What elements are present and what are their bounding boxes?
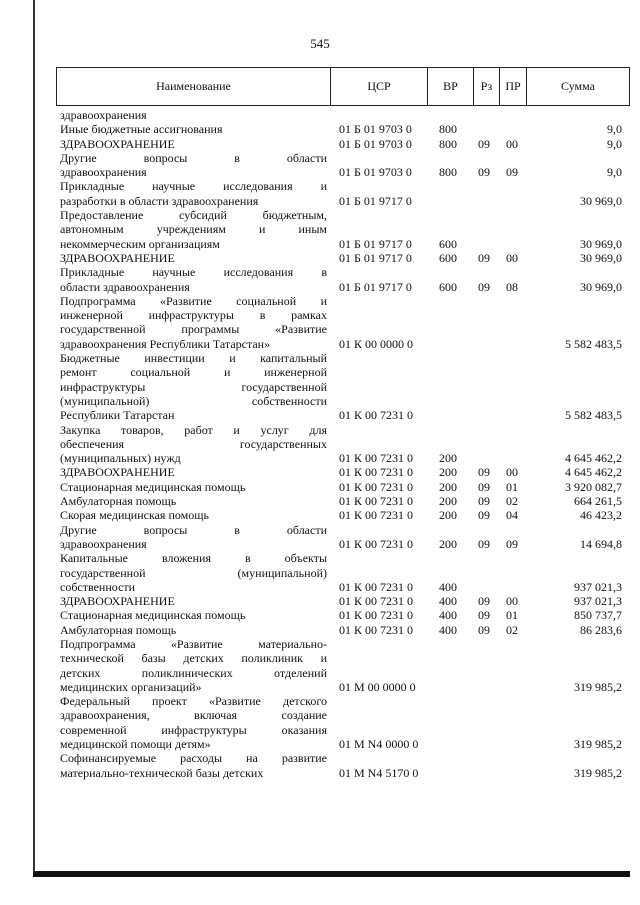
- row-rz: 09: [478, 165, 490, 180]
- row-pr: 08: [506, 279, 518, 294]
- row-csr: 01 Б 01 9717 0: [339, 279, 412, 294]
- row-name-line: Прикладные научные исследования и: [60, 179, 327, 194]
- row-csr: 01 Б 01 9717 0: [339, 250, 412, 265]
- row-sum: 319 985,2: [574, 737, 622, 752]
- row-name: [56, 423, 327, 466]
- row-name-line: Капитальные вложения в объекты: [60, 551, 327, 566]
- table-row: [56, 251, 630, 265]
- table-header: [56, 67, 630, 106]
- column-header-rz: Рз: [474, 68, 500, 105]
- row-name-line: Подпрограмма «Развитие социальной и: [60, 293, 327, 308]
- row-name: [56, 108, 327, 122]
- row-csr: 01 Б 01 9703 0: [339, 165, 412, 180]
- table-row: [56, 594, 630, 608]
- table-row: [56, 294, 630, 351]
- table-row: [56, 122, 630, 136]
- row-pr: 04: [506, 508, 518, 523]
- row-rz: 09: [478, 608, 490, 623]
- row-name-line: Скорая медицинская помощь: [60, 508, 209, 523]
- row-sum: 4 645 462,2: [565, 465, 622, 480]
- row-name: [56, 151, 327, 180]
- row-name: [56, 480, 327, 494]
- row-csr: 01 Б 01 9717 0: [339, 193, 412, 208]
- row-vr: 200: [439, 508, 457, 523]
- row-name-line: Амбулаторная помощь: [60, 494, 177, 509]
- row-name: [56, 523, 327, 552]
- table-row: [56, 423, 630, 466]
- row-rz: 09: [478, 594, 490, 609]
- row-sum: 30 969,0: [580, 193, 622, 208]
- table-row: [56, 523, 630, 552]
- row-name-line: здравоохранения: [60, 108, 147, 122]
- row-sum: 319 985,2: [574, 679, 622, 694]
- row-csr: 01 К 00 7231 0: [339, 622, 414, 637]
- row-name-line: Другие вопросы в области: [60, 150, 327, 165]
- table-row: [56, 494, 630, 508]
- row-sum: 664 261,5: [574, 494, 622, 509]
- row-csr: 01 К 00 7231 0: [339, 494, 414, 509]
- row-rz: 09: [478, 465, 490, 480]
- row-name-line: разработки в области здравоохранения: [60, 193, 259, 208]
- row-csr: 01 К 00 7231 0: [339, 451, 414, 466]
- row-name-line: государственной (муниципальной): [60, 565, 327, 580]
- column-header-pr: ПР: [500, 68, 527, 105]
- row-vr: 400: [439, 622, 457, 637]
- row-pr: 01: [506, 608, 518, 623]
- table-row: [56, 265, 630, 294]
- table-row: [56, 694, 630, 751]
- row-name: [56, 208, 327, 251]
- row-csr: 01 Б 01 9703 0: [339, 136, 412, 151]
- row-vr: 800: [439, 136, 457, 151]
- row-sum: 5 582 483,5: [565, 336, 622, 351]
- row-csr: 01 К 00 7231 0: [339, 594, 414, 609]
- row-name-line: здравоохранения, включая создание: [60, 708, 327, 723]
- row-csr: 01 М 00 0000 0: [339, 679, 416, 694]
- row-vr: 800: [439, 122, 457, 137]
- row-name-line: современной инфраструктуры оказания: [60, 722, 327, 737]
- row-name-line: Федеральный проект «Развитие детского: [60, 694, 327, 709]
- row-name-line: государственной программы «Развитие: [60, 322, 327, 337]
- row-sum: 850 737,7: [574, 608, 622, 623]
- row-sum: 86 283,6: [580, 622, 622, 637]
- table-row: [56, 551, 630, 594]
- row-csr: 01 Б 01 9703 0: [339, 122, 412, 137]
- row-sum: 46 423,2: [580, 508, 622, 523]
- row-rz: 09: [478, 536, 490, 551]
- row-name-line: ЗДРАВООХРАНЕНИЕ: [60, 250, 175, 265]
- row-name-line: инфраструктуры государственной: [60, 379, 327, 394]
- row-pr: 00: [506, 594, 518, 609]
- row-name: [56, 351, 327, 422]
- row-vr: 200: [439, 479, 457, 494]
- row-vr: 200: [439, 465, 457, 480]
- row-csr: 01 К 00 7231 0: [339, 579, 414, 594]
- row-vr: 600: [439, 279, 457, 294]
- page-number: 545: [310, 36, 330, 51]
- table-row: [56, 137, 630, 151]
- row-name-line: материально-технической базы детских: [60, 765, 264, 780]
- row-name-line: ремонт социальной и инженерной: [60, 365, 327, 380]
- row-sum: 3 920 082,7: [565, 479, 622, 494]
- row-sum: 319 985,2: [574, 765, 622, 780]
- row-sum: 9,0: [607, 136, 622, 151]
- row-name: [56, 508, 327, 522]
- column-header-csr: ЦСР: [331, 68, 428, 105]
- row-name-line: Амбулаторная помощь: [60, 622, 177, 637]
- row-name: [56, 751, 327, 780]
- row-name-line: Стационарная медицинская помощь: [60, 479, 246, 494]
- row-pr: 02: [506, 494, 518, 509]
- row-rz: 09: [478, 136, 490, 151]
- row-name-line: (муниципальной) собственности: [60, 393, 327, 408]
- table-row: [56, 480, 630, 494]
- row-name-line: медицинских организаций»: [60, 679, 202, 694]
- row-name-line: Подпрограмма «Развитие материально-: [60, 636, 327, 651]
- row-csr: 01 К 00 0000 0: [339, 336, 414, 351]
- row-sum: 5 582 483,5: [565, 408, 622, 423]
- row-name-line: инженерной инфраструктуры в рамках: [60, 308, 327, 323]
- row-name-line: области здравоохранения: [60, 279, 190, 294]
- column-header-vr: ВР: [428, 68, 474, 105]
- row-vr: 400: [439, 594, 457, 609]
- row-pr: 00: [506, 136, 518, 151]
- row-name-line: Закупка товаров, работ и услуг для: [60, 422, 327, 437]
- row-csr: 01 К 00 7231 0: [339, 408, 414, 423]
- row-name: [56, 465, 327, 479]
- row-name-line: Республики Татарстан: [60, 408, 175, 423]
- row-rz: 09: [478, 494, 490, 509]
- row-name-line: здравоохранения: [60, 536, 147, 551]
- row-name: [56, 608, 327, 622]
- row-vr: 200: [439, 536, 457, 551]
- row-name: [56, 623, 327, 637]
- row-name-line: здравоохранения Республики Татарстан»: [60, 336, 271, 351]
- row-csr: 01 К 00 7231 0: [339, 536, 414, 551]
- row-name-line: Предоставление субсидий бюджетным,: [60, 208, 327, 223]
- row-vr: 200: [439, 451, 457, 466]
- row-pr: 09: [506, 165, 518, 180]
- row-sum: 4 645 462,2: [565, 451, 622, 466]
- table-row: [56, 108, 630, 122]
- row-rz: 09: [478, 479, 490, 494]
- column-header-name: Наименование: [57, 68, 331, 105]
- row-csr: 01 М N4 0000 0: [339, 737, 419, 752]
- row-sum: 937 021,3: [574, 579, 622, 594]
- row-name-line: медицинской помощи детям»: [60, 737, 211, 752]
- row-name-line: ЗДРАВООХРАНЕНИЕ: [60, 136, 175, 151]
- row-sum: 14 694,8: [580, 536, 622, 551]
- row-name: [56, 637, 327, 694]
- row-pr: 00: [506, 465, 518, 480]
- row-sum: 30 969,0: [580, 279, 622, 294]
- row-name-line: здравоохранения: [60, 165, 147, 180]
- row-name-line: Другие вопросы в области: [60, 522, 327, 537]
- row-pr: 01: [506, 479, 518, 494]
- row-rz: 09: [478, 279, 490, 294]
- table-row: [56, 465, 630, 479]
- row-sum: 30 969,0: [580, 250, 622, 265]
- row-name-line: обеспечения государственных: [60, 436, 327, 451]
- table-row: [56, 751, 630, 780]
- table-row: [56, 208, 630, 251]
- row-pr: 02: [506, 622, 518, 637]
- table-row: [56, 179, 630, 208]
- table-row: [56, 623, 630, 637]
- row-sum: 9,0: [607, 165, 622, 180]
- row-name-line: технической базы детских поликлиник и: [60, 651, 327, 666]
- row-name: [56, 251, 327, 265]
- page-bottom-edge: [33, 871, 630, 877]
- row-name-line: Софинансируемые расходы на развитие: [60, 751, 327, 766]
- row-name-line: Стационарная медицинская помощь: [60, 608, 246, 623]
- row-vr: 800: [439, 165, 457, 180]
- row-name: [56, 179, 327, 208]
- row-name-line: ЗДРАВООХРАНЕНИЕ: [60, 465, 175, 480]
- row-vr: 600: [439, 236, 457, 251]
- column-header-sum: Сумма: [561, 79, 595, 93]
- row-csr: 01 К 00 7231 0: [339, 608, 414, 623]
- row-rz: 09: [478, 622, 490, 637]
- row-name-line: детских поликлинических отделений: [60, 665, 327, 680]
- row-name-line: Бюджетные инвестиции и капитальный: [60, 351, 327, 366]
- table-body: [56, 108, 630, 780]
- row-name: [56, 122, 327, 136]
- row-name: [56, 294, 327, 351]
- row-csr: 01 К 00 7231 0: [339, 465, 414, 480]
- row-name: [56, 265, 327, 294]
- row-vr: 200: [439, 494, 457, 509]
- row-vr: 400: [439, 579, 457, 594]
- table-row: [56, 351, 630, 422]
- row-sum: 9,0: [607, 122, 622, 137]
- row-vr: 400: [439, 608, 457, 623]
- row-name: [56, 137, 327, 151]
- row-name-line: автономным учреждениям и иным: [60, 222, 327, 237]
- row-csr: 01 К 00 7231 0: [339, 479, 414, 494]
- row-csr: 01 Б 01 9717 0: [339, 236, 412, 251]
- row-name-line: (муниципальных) нужд: [60, 451, 181, 466]
- row-name-line: собственности: [60, 579, 136, 594]
- row-pr: 09: [506, 536, 518, 551]
- row-name: [56, 594, 327, 608]
- table-row: [56, 508, 630, 522]
- row-name-line: некоммерческим организациям: [60, 236, 220, 251]
- page-left-edge: [33, 0, 35, 877]
- row-vr: 600: [439, 250, 457, 265]
- table-row: [56, 608, 630, 622]
- row-name: [56, 551, 327, 594]
- row-pr: 00: [506, 250, 518, 265]
- row-name-line: Прикладные научные исследования в: [60, 265, 327, 280]
- row-name-line: ЗДРАВООХРАНЕНИЕ: [60, 594, 175, 609]
- row-name: [56, 694, 327, 751]
- row-sum: 30 969,0: [580, 236, 622, 251]
- table-row: [56, 637, 630, 694]
- table-row: [56, 151, 630, 180]
- row-csr: 01 М N4 5170 0: [339, 765, 419, 780]
- row-csr: 01 К 00 7231 0: [339, 508, 414, 523]
- row-name-line: Иные бюджетные ассигнования: [60, 122, 223, 137]
- row-rz: 09: [478, 508, 490, 523]
- row-rz: 09: [478, 250, 490, 265]
- row-name: [56, 494, 327, 508]
- row-sum: 937 021,3: [574, 594, 622, 609]
